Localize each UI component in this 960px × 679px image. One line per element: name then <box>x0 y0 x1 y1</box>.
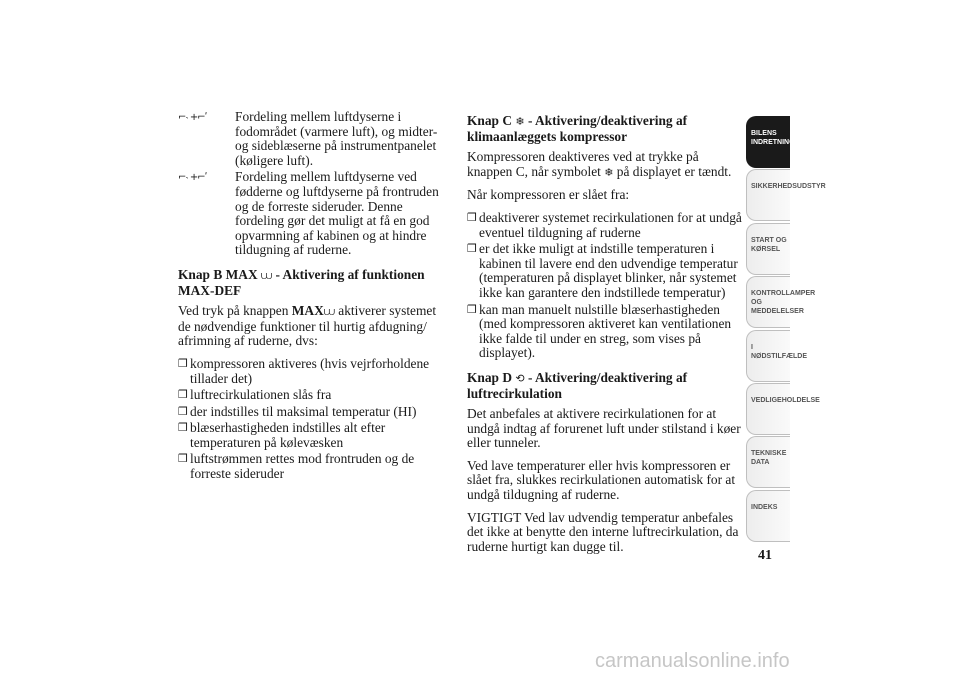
section-b-intro: Ved tryk på knappen MAX⩊ aktiverer systemet de nødvendige funktioner til hurtig afdugning/ afrimning af ruderne, dvs: <box>178 303 437 349</box>
page-number: 41 <box>758 548 772 563</box>
tab-i-nodstilfaelde[interactable]: I NØDSTILFÆLDE <box>746 330 790 382</box>
section-c-intro-2: Når kompressoren er slået fra: <box>467 187 630 203</box>
section-d-paragraph: Ved lave temperaturer eller hvis kompressoren er slået fra, slukkes recirkulationen automatisk for at undgå tildugning af ruderne. <box>467 457 736 503</box>
air-distribution-icon: ⌐˴ +⌐ʹ <box>178 112 207 123</box>
distribution-text: Fordeling mellem luftdyserne i fodområdet (varmere luft), og midter- og sideblæserne på instrumentpanelet (køligere luft). <box>235 109 438 168</box>
checkbox-bullet-icon: ❒ <box>467 210 477 224</box>
tab-indeks[interactable]: INDEKS <box>746 490 790 542</box>
checkbox-bullet-icon: ❒ <box>178 388 188 402</box>
defrost-icon: ⩊ <box>323 305 335 319</box>
tab-sikkerhedsudstyr[interactable]: SIKKERHEDSUDSTYR <box>746 169 790 221</box>
section-heading-b: Knap B MAX ⩊ - Aktivering af funktionen MAX-DEF <box>178 266 425 298</box>
bullet-list <box>467 211 747 361</box>
checkbox-bullet-icon: ❒ <box>467 242 477 256</box>
list-item: ❒ luftrecirkulationen slås fra <box>178 387 332 403</box>
section-d-important: VIGTIGT Ved lav udvendig temperatur anbefales det ikke at benytte den interne luftrecirkulation, da ruderne hurtigt kan dugge til. <box>467 509 739 554</box>
tab-start-og-korsel[interactable]: START OG KØRSEL <box>746 223 790 275</box>
left-column <box>178 110 440 490</box>
tab-kontrollamper[interactable]: KONTROLLAMPER OG MEDDELELSER <box>746 276 790 328</box>
checkbox-bullet-icon: ❒ <box>178 421 188 435</box>
tab-bilens-indretning[interactable]: BILENS INDRETNING <box>746 116 790 168</box>
defrost-icon: ⩊ <box>260 268 273 282</box>
section-heading-d: Knap D ⟲ - Aktivering/deaktivering af luftrecirkulation <box>467 369 688 401</box>
list-item: ❒ deaktiverer systemet recirkulationen for at undgå eventuel tildugning af ruderne <box>467 209 742 240</box>
list-item: ❒ er det ikke muligt at indstille temperaturen i kabinen til lavere end den udvendige temperatur (temperaturen på displayet blinker, når systemet ikke kan garantere den indstillede temperatur) <box>467 241 738 300</box>
section-c-intro: Kompressoren deaktiveres ved at trykke på knappen C, når symbolet ❄ på displayet er tændt. <box>467 149 732 179</box>
tab-vedligeholdelse[interactable]: VEDLIGEHOLDELSE <box>746 383 790 435</box>
section-heading-c: Knap C ❄ - Aktivering/deaktivering af klimaanlæggets kompressor <box>467 113 688 144</box>
distribution-item <box>178 110 440 168</box>
checkbox-bullet-icon: ❒ <box>467 302 477 316</box>
distribution-text: Fordeling mellem luftdyserne ved fødderne og luftdyserne på frontruden og de forreste sideruder. Denne fordeling gør det muligt at få en god opvarmning af kabinen og at hindre tildugning af ruderne. <box>235 169 439 258</box>
watermark: carmanualsonline.info <box>595 650 790 672</box>
snowflake-icon: ❄ <box>515 115 525 128</box>
distribution-item <box>178 170 440 258</box>
list-item: ❒ luftstrømmen rettes mod frontruden og de forreste sideruder <box>178 451 415 482</box>
right-column <box>467 110 747 562</box>
tab-tekniske-data[interactable]: TEKNISKE DATA <box>746 436 790 488</box>
checkbox-bullet-icon: ❒ <box>178 452 188 466</box>
snowflake-icon: ❄ <box>604 165 614 179</box>
list-item: ❒ kan man manuelt nulstille blæserhastigheden (med kompressoren aktiveret kan ventilationen ikke falde til under en streg, som vises på displayet). <box>467 301 732 361</box>
list-item: ❒ kompressoren aktiveres (hvis vejrforholdene tillader det) <box>178 355 430 386</box>
air-distribution-icon: ⌐˴ +⌐ʹ <box>178 172 207 184</box>
checkbox-bullet-icon: ❒ <box>178 404 188 418</box>
section-d-paragraph: Det anbefales at aktivere recirkulationen for at undgå indtag af forurenet luft under stilstand i køer eller tunneler. <box>467 406 741 451</box>
list-item: ❒ blæserhastigheden indstilles alt efter temperaturen på kølevæsken <box>178 420 386 450</box>
bullet-list <box>178 357 440 482</box>
recirculation-icon: ⟲ <box>515 371 525 385</box>
list-item: ❒ der indstilles til maksimal temperatur (HI) <box>178 403 417 419</box>
chapter-tabs <box>746 116 826 543</box>
checkbox-bullet-icon: ❒ <box>178 356 188 370</box>
